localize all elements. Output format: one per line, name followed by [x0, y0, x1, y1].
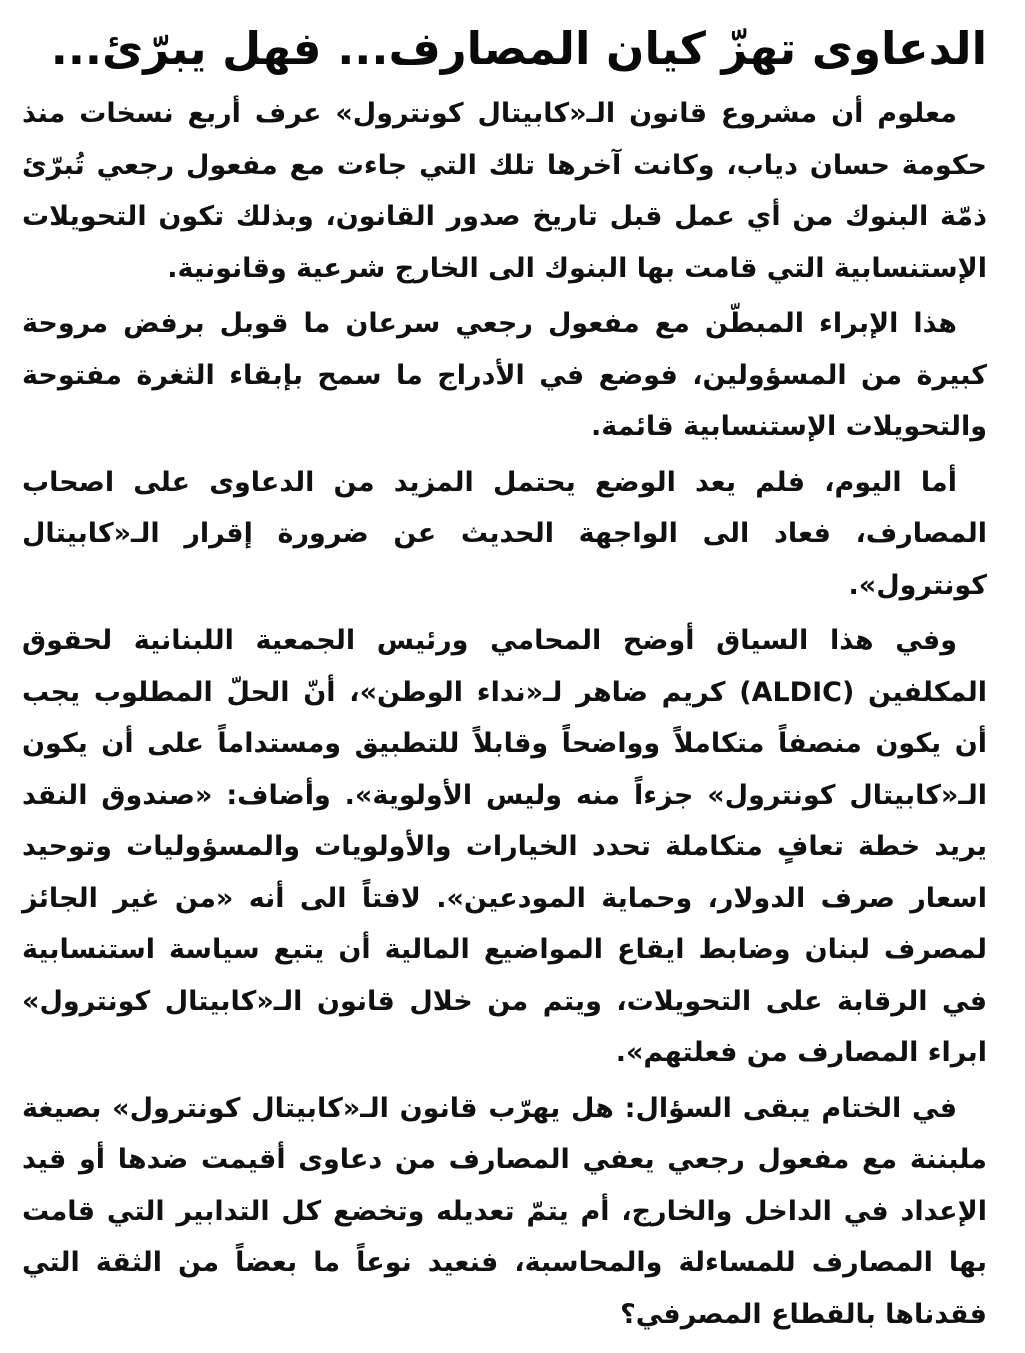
paragraph-implicit-discharge: هذا الإبراء المبطّن مع مفعول رجعي سرعان ما قوبل برفض مروحة كبيرة من المسؤولين، فوضع في الأدراج ما سمح بإبقاء الثغرة مفتوحة والتحويلات الإستنسابية قائمة.: [22, 308, 987, 442]
paragraph-lawyer-statement: وفي هذا السياق أوضح المحامي ورئيس الجمعية اللبنانية لحقوق المكلفين (ALDIC) كريم ضاهر لـ«نداء الوطن»، أنّ الحلّ المطلوب يجب أن يكون منصفاً متكاملاً وواضحاً وقابلاً للتطبيق ومستداماً على أن يكون الـ«كابيتال كونترول» جزءاً منه وليس الأولوية». وأضاف: «صندوق النقد يريد خطة تعافٍ متكاملة تحدد الخيارات والأولويات والمسؤوليات وتوحيد اسعار صرف الدولار، وحماية المودعين». لافتاً الى أنه «من غير الجائز لمصرف لبنان وضابط ايقاع المواضيع المالية أن يتبع سياسة استنسابية في الرقابة على التحويلات، ويتم من خلال قانون الـ«كابيتال كونترول» ابراء المصارف من فعلتهم».: [22, 625, 987, 1068]
paragraph-today: أما اليوم، فلم يعد الوضع يحتمل المزيد من الدعاوى على اصحاب المصارف، فعاد الى الواجهة الحديث عن ضرورة إقرار الـ«كابيتال كونترول».: [22, 466, 987, 601]
paragraph-intro: معلوم أن مشروع قانون الـ«كابيتال كونترول» عرف أربع نسخات منذ حكومة حسان دياب، وكانت آخرها تلك التي جاءت مع مفعول رجعي تُبرّئ ذمّة البنوك من أي عمل قبل تاريخ صدور القانون، وبذلك تكون التحويلات الإستنسابية التي قامت بها البنوك الى الخارج شرعية وقانونية.: [22, 98, 987, 284]
article: [22, 14, 987, 1343]
paragraph-conclusion: في الختام يبقى السؤال: هل يهرّب قانون الـ«كابيتال كونترول» بصيغة ملبننة مع مفعول رجعي يعفي المصارف من دعاوى أقيمت ضدها أو قيد الإعداد في الداخل والخارج، أم يتمّ تعديله وتخضع كل التدابير التي قامت بها المصارف للمساءلة والمحاسبة، فنعيد نوعاً ما بعضاً من الثقة التي فقدناها بالقطاع المصرفي؟: [22, 1092, 987, 1330]
headline: الدعاوى تهزّ كيان المصارف... فهل يبرّئ...: [50, 22, 987, 75]
